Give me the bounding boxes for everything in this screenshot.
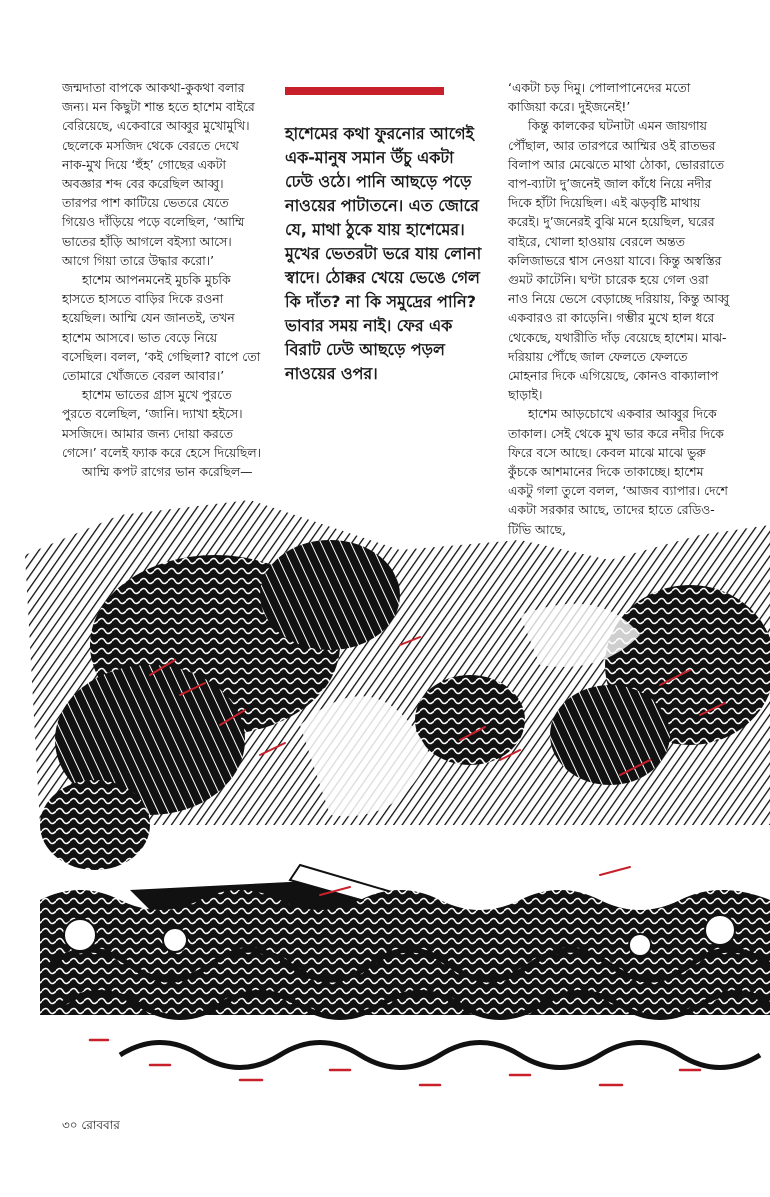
paragraph: হাশেম আপনমনেই মুচকি মুচকি হাসতে হাসতে বাড়ির দিকে রওনা হয়েছিল। আম্মি যেন জানতই, তখন হাশেম আসবে। ভাত বেড়ে নিয়ে বসেছিল। বলল, ‘কই গেছিলা? বাপে তো তোমারে খোঁজতে বেরল আবার।’	[62, 272, 261, 384]
page-folio: ৩০ রোববার	[62, 1118, 120, 1132]
paragraph: জন্মদাতা বাপকে আকথা-কুকথা বলার জন্য। মন কিছুটা শান্ত হতে হাশেম বাইরে বেরিয়েছে, একেবারে আব্বুর মুখোমুখি। ছেলেকে মসজিদ থেকে বেরতে দেখে নাক-মুখ দিয়ে ‘হুঁহ’ গোছের একটা অবজ্ঞার শব্দ বের করেছিল আব্বু। তারপর পাশ কাটিয়ে ভেতরে যেতে গিয়েও দাঁড়িয়ে পড়ে বলেছিল, ‘আম্মি ভাতের হাঁড়ি আগলে বইস্যা আসে। আগে গিয়া তারে উদ্ধার করো।’	[62, 80, 255, 268]
paragraph: হাশেম ভাতের গ্রাস মুখে পুরতে পুরতে বলেছিল, ‘জানি। দ্যাখা হইসে। মসজিদে। আমার জন্য দোয়া করতে গেসে।’ বলেই ফ্যাক করে হেসে দিয়েছিল।	[62, 387, 262, 460]
paragraph: আম্মি কপট রাগের ভান করেছিল—	[82, 464, 253, 480]
body-column-left	[62, 78, 262, 481]
paragraph: কিন্তু কালকের ঘটনাটা এমন জায়গায় পৌঁছাল, আর তারপরে আম্মির ওই রাতভর বিলাপ আর মেঝেতে মাথা ঠোকা, ভোররাতে বাপ-ব্যাটা দু’জনেই জাল কাঁধে নিয়ে নদীর দিকে হাঁটা দিয়েছিল। এই ঝড়বৃষ্টি মাথায় করেই। দু’জনেরই বুঝি মনে হয়েছিল, ঘরের বাইরে, খোলা হাওয়ায় বেরলে অন্তত কলিজাভরে শ্বাস নেওয়া যাবে। কিন্তু অস্বস্তির গুমট কাটেনি। ঘণ্টা চারেক হয়ে গেল ওরা নাও নিয়ে ভেসে বেড়াচ্ছে দরিয়ায়, কিন্তু আব্বু একবারও রা কাড়েনি। গম্ভীর মুখে হাল ধরে থেকেছে, যথারীতি দাঁড় বেয়েছে হাশেম। মাঝ-দরিয়ায় পৌঁছে জাল ফেলতে ফেলতে মোহনার দিকে এগিয়েছে, কোনও বাক্যালাপ ছাড়াই।	[508, 118, 730, 403]
pull-quote: হাশেমের কথা ফুরনোর আগেই এক-মানুষ সমান উঁচু একটা ঢেউ ওঠে। পানি আছড়ে পড়ে নাওয়ের পাটাতনে। এত জোরে যে, মাথা ঠুকে যায় হাশেমের। মুখের ভেতরটা ভরে যায় লোনা স্বাদে। ঠোক্কর খেয়ে ভেঙে গেল কি দাঁত? না কি সমুদ্রের পানি? ভাবার সময় নাই। ফের এক বিরাট ঢেউ আছড়ে পড়ল নাওয়ের ওপর।	[285, 124, 482, 383]
storm-sea-illustration	[0, 495, 770, 1105]
body-column-right	[508, 78, 730, 539]
pull-quote-rule	[285, 87, 444, 95]
paragraph: হাশেম আড়চোখে একবার আব্বুর দিকে তাকাল। সেই থেকে মুখ ভার করে নদীর দিকে ফিরে বসে আছে। কেবল মাঝে মাঝে ভুরু কুঁচকে আশমানের দিকে তাকাচ্ছে। হাশেম একটু গলা তুলে বলল, ‘আজব ব্যাপার। দেশে একটা সরকার আছে, তাদের হাতে রেডিও-টিভি আছে,	[508, 406, 728, 537]
paragraph: ‘একটা চড় দিমু। পোলাপানেদের মতো কাজিয়া করে। দুইজনেই!’	[508, 80, 691, 115]
